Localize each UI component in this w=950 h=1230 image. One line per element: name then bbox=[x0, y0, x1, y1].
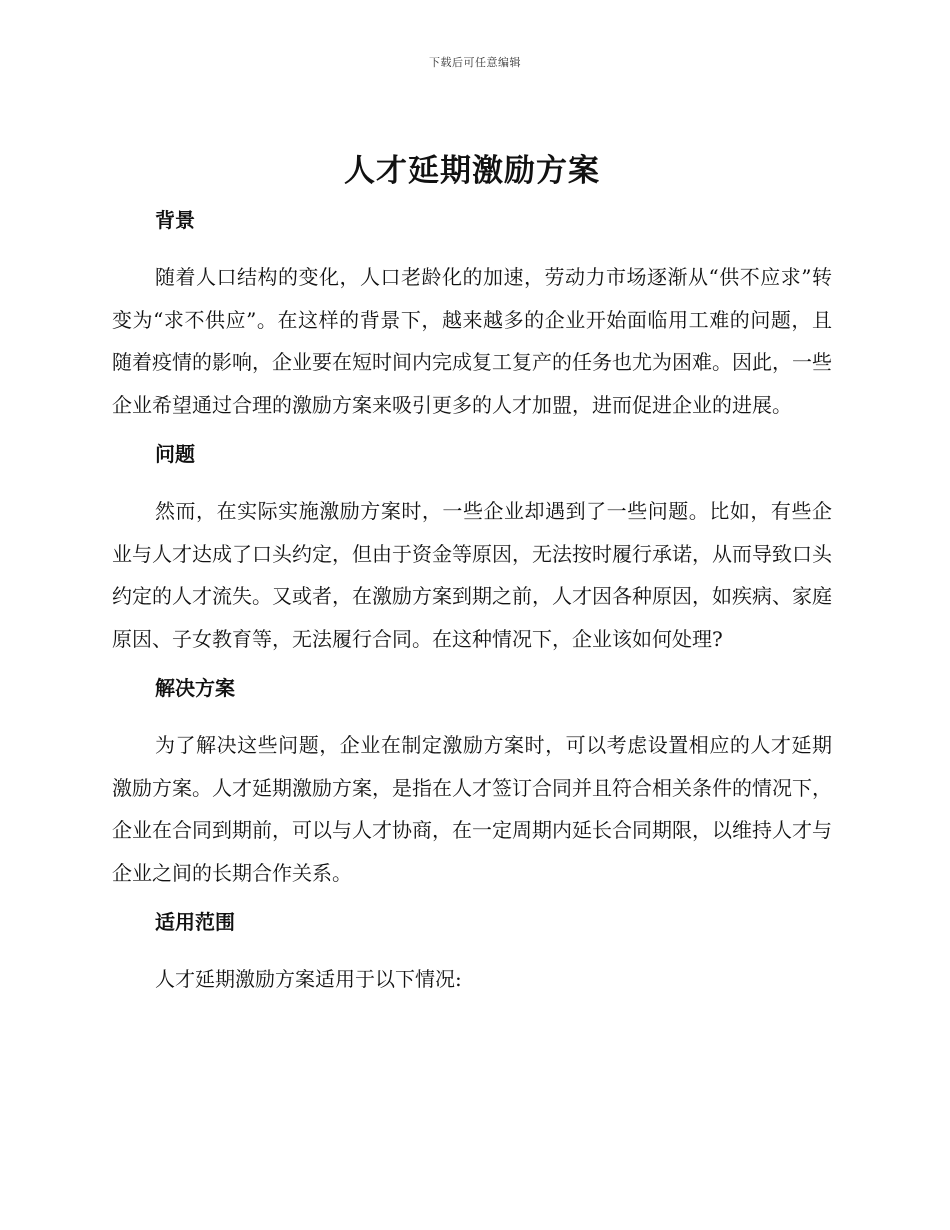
page-header-note: 下载后可任意编辑 bbox=[429, 56, 521, 69]
section-heading: 背景 bbox=[155, 208, 195, 232]
section-heading: 问题 bbox=[155, 442, 195, 466]
section-scope bbox=[112, 906, 832, 1001]
section-problem bbox=[112, 438, 832, 660]
section-background bbox=[112, 204, 832, 426]
section-heading: 适用范围 bbox=[155, 910, 235, 934]
section-paragraph: 为了解决这些问题，企业在制定激励方案时，可以考虑设置相应的人才延期激励方案。人才延期激励方案，是指在人才签订合同并且符合相关条件的情况下，企业在合同到期前，可以与人才协商，在一定周期内延长合同期限，以维持人才与企业之间的长期合作关系。 bbox=[112, 733, 832, 885]
section-solution bbox=[112, 672, 832, 894]
document-body bbox=[112, 148, 832, 1013]
document-title: 人才延期激励方案 bbox=[344, 153, 600, 189]
section-paragraph: 随着人口结构的变化，人口老龄化的加速，劳动力市场逐渐从“供不应求”转变为“求不供应”。在这样的背景下，越来越多的企业开始面临用工难的问题，且随着疫情的影响，企业要在短时间内完成复工复产的任务也尤为困难。因此，一些企业希望通过合理的激励方案来吸引更多的人才加盟，进而促进企业的进展。 bbox=[112, 265, 832, 417]
section-heading: 解决方案 bbox=[155, 676, 235, 700]
section-paragraph: 人才延期激励方案适用于以下情况: bbox=[155, 967, 462, 991]
section-paragraph: 然而，在实际实施激励方案时，一些企业却遇到了一些问题。比如，有些企业与人才达成了口头约定，但由于资金等原因，无法按时履行承诺，从而导致口头约定的人才流失。又或者，在激励方案到期之前，人才因各种原因，如疾病、家庭原因、子女教育等，无法履行合同。在这种情况下，企业该如何处理? bbox=[112, 499, 832, 651]
